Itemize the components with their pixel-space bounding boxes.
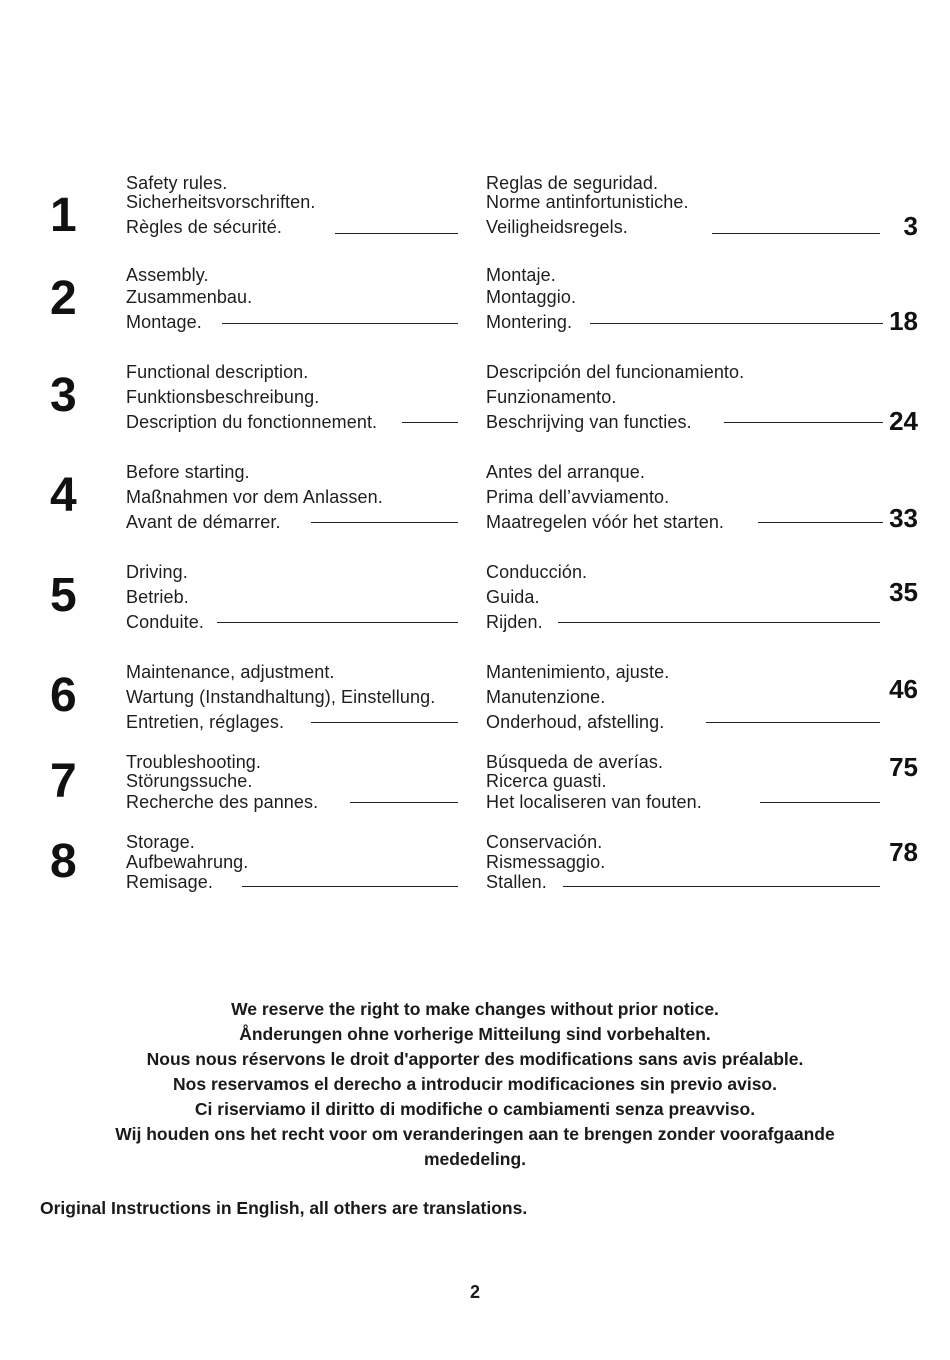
notice-line-de: Ånderungen ohne vorherige Mitteilung sind vorbehalten. bbox=[239, 1024, 711, 1044]
section-number: 5 bbox=[50, 569, 77, 622]
right-line-it: Manutenzione. bbox=[486, 687, 606, 707]
page-reference: 24 bbox=[889, 406, 918, 436]
left-line-de: Betrieb. bbox=[126, 587, 189, 607]
right-line-es: Reglas de seguridad. bbox=[486, 173, 659, 193]
left-line-en: Before starting. bbox=[126, 462, 250, 482]
left-line-fr: Conduite. bbox=[126, 612, 204, 632]
left-line-de: Zusammenbau. bbox=[126, 287, 253, 307]
section-number: 4 bbox=[50, 469, 77, 522]
right-line-es: Conservación. bbox=[486, 832, 603, 852]
page-number: 2 bbox=[469, 1282, 480, 1302]
left-line-de: Sicherheitsvorschriften. bbox=[126, 192, 316, 212]
left-line-fr: Remisage. bbox=[126, 872, 213, 892]
left-line-de: Wartung (Instandhaltung), Einstellung. bbox=[126, 687, 436, 707]
left-line-fr: Montage. bbox=[126, 312, 202, 332]
right-line-es: Conducción. bbox=[486, 562, 588, 582]
page-reference: 33 bbox=[889, 503, 918, 533]
section-number: 3 bbox=[50, 369, 77, 422]
section-number: 6 bbox=[50, 669, 77, 722]
right-line-es: Búsqueda de averías. bbox=[486, 752, 664, 772]
notice-line-nl-cont: mededeling. bbox=[423, 1149, 527, 1169]
left-line-en: Assembly. bbox=[126, 265, 209, 285]
leader-line-left bbox=[222, 323, 458, 324]
right-line-it: Rismessaggio. bbox=[486, 852, 606, 872]
leader-line-right bbox=[590, 323, 883, 324]
right-line-es: Montaje. bbox=[486, 265, 556, 285]
leader-line-left bbox=[217, 622, 458, 623]
original-instructions-note: Original Instructions in English, all others are translations. bbox=[40, 1198, 528, 1218]
leader-line-left bbox=[242, 886, 458, 887]
notice-line-fr: Nous nous réservons le droit d'apporter des modifications sans avis préalable. bbox=[146, 1049, 804, 1069]
left-line-fr: Avant de démarrer. bbox=[126, 512, 281, 532]
page-reference: 35 bbox=[889, 577, 918, 607]
left-line-en: Functional description. bbox=[126, 362, 309, 382]
left-line-fr: Règles de sécurité. bbox=[126, 217, 282, 237]
right-line-es: Mantenimiento, ajuste. bbox=[486, 662, 670, 682]
left-line-fr: Description du fonctionnement. bbox=[126, 412, 378, 432]
left-line-de: Aufbewahrung. bbox=[126, 852, 249, 872]
page-reference: 3 bbox=[903, 211, 918, 241]
leader-line-left bbox=[350, 802, 458, 803]
toc-section-5 bbox=[0, 560, 950, 660]
left-line-en: Safety rules. bbox=[126, 173, 228, 193]
leader-line-left bbox=[335, 233, 458, 234]
right-line-nl: Onderhoud, afstelling. bbox=[486, 712, 665, 732]
page-reference: 75 bbox=[889, 752, 918, 782]
right-line-nl: Rijden. bbox=[486, 612, 543, 632]
right-line-it: Prima dell’avviamento. bbox=[486, 487, 670, 507]
page-reference: 46 bbox=[889, 674, 918, 704]
right-line-es: Descripción del funcionamiento. bbox=[486, 362, 745, 382]
notice-line-nl: Wij houden ons het recht voor om veranderingen aan te brengen zonder voorafgaande bbox=[115, 1124, 835, 1144]
toc-section-6 bbox=[0, 660, 950, 760]
right-line-es: Antes del arranque. bbox=[486, 462, 646, 482]
notice-line-it: Ci riserviamo il diritto di modifiche o cambiamenti senza preavviso. bbox=[194, 1099, 756, 1119]
toc-section-2 bbox=[0, 263, 950, 363]
right-line-it: Funzionamento. bbox=[486, 387, 617, 407]
right-line-nl: Stallen. bbox=[486, 872, 547, 892]
leader-line-right bbox=[706, 722, 880, 723]
notice-line-en: We reserve the right to make changes without prior notice. bbox=[231, 999, 719, 1019]
leader-line-left bbox=[311, 522, 458, 523]
section-number: 2 bbox=[50, 272, 77, 325]
section-number: 7 bbox=[50, 755, 77, 808]
left-line-de: Maßnahmen vor dem Anlassen. bbox=[126, 487, 383, 507]
leader-line-right bbox=[760, 802, 880, 803]
page-reference: 78 bbox=[889, 837, 918, 867]
left-line-en: Storage. bbox=[126, 832, 195, 852]
right-line-it: Guida. bbox=[486, 587, 540, 607]
right-line-nl: Montering. bbox=[486, 312, 573, 332]
right-line-it: Montaggio. bbox=[486, 287, 577, 307]
left-line-fr: Entretien, réglages. bbox=[126, 712, 285, 732]
left-line-de: Funktionsbeschreibung. bbox=[126, 387, 320, 407]
notice-line-es: Nos reservamos el derecho a introducir modificaciones sin previo aviso. bbox=[173, 1074, 777, 1094]
leader-line-right bbox=[563, 886, 880, 887]
right-line-it: Ricerca guasti. bbox=[486, 771, 607, 791]
right-line-nl: Het localiseren van fouten. bbox=[486, 792, 702, 812]
toc-section-4 bbox=[0, 460, 950, 560]
leader-line-left bbox=[402, 422, 458, 423]
left-line-de: Störungssuche. bbox=[126, 771, 253, 791]
toc-section-1 bbox=[0, 170, 950, 270]
leader-line-right bbox=[712, 233, 880, 234]
section-number: 1 bbox=[50, 189, 77, 242]
page-reference: 18 bbox=[889, 306, 918, 336]
left-line-en: Driving. bbox=[126, 562, 188, 582]
change-notice bbox=[30, 997, 920, 1172]
section-number: 8 bbox=[50, 835, 77, 888]
right-line-it: Norme antinfortunistiche. bbox=[486, 192, 689, 212]
toc-section-3 bbox=[0, 360, 950, 460]
left-line-en: Troubleshooting. bbox=[126, 752, 262, 772]
toc-section-8 bbox=[0, 830, 950, 930]
leader-line-left bbox=[311, 722, 458, 723]
right-line-nl: Maatregelen vóór het starten. bbox=[486, 512, 725, 532]
right-line-nl: Beschrijving van functies. bbox=[486, 412, 692, 432]
leader-line-right bbox=[558, 622, 880, 623]
right-line-nl: Veiligheidsregels. bbox=[486, 217, 628, 237]
left-line-en: Maintenance, adjustment. bbox=[126, 662, 335, 682]
left-line-fr: Recherche des pannes. bbox=[126, 792, 319, 812]
